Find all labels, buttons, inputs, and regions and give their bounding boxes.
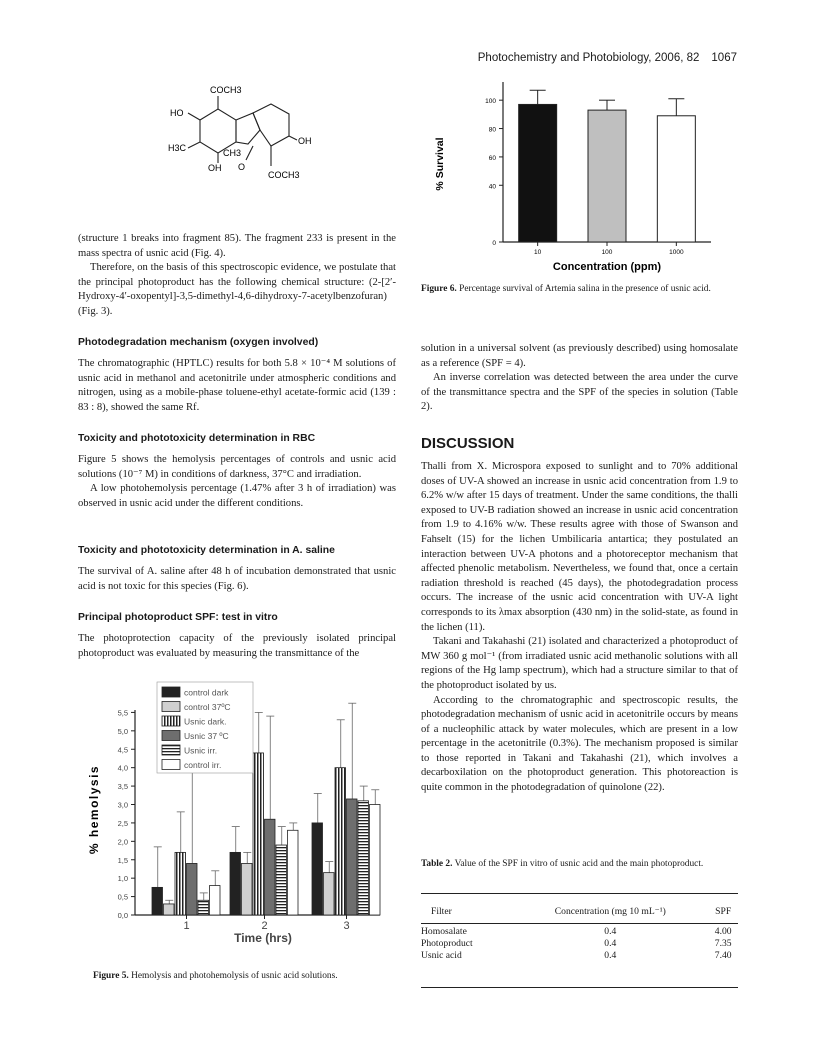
table-2 <box>421 893 738 962</box>
fig5-y-axis-label: % hemolysis <box>87 764 101 855</box>
heading-toxicity-saline: Toxicity and phototoxicity determination in A. saline <box>78 545 335 556</box>
fig5-bar <box>358 801 369 915</box>
paragraph-according: According to the chromatographic and spectroscopic results, the photodegradation mechanism of usnic acid in acetonitrile occurs by means of a nucleophilic attack by water molecules, which are present in a low percentage in the acetonitrile (0.3%). The mechanism proposed is similar to those reported in Takani and Takahashi (21), which involves a decarboxilation on the photoproduct generation. This photoreaction is quite common in the photodegradation of quinolone (22). <box>421 694 738 794</box>
paragraph-rbc-1: Figure 5 shows the hemolysis percentages of controls and usnic acid solutions (10⁻⁷ M) in conditions of darkness, 37°C and irradiation. <box>78 454 396 480</box>
figure-6-caption-text: Percentage survival of Artemia salina in the presence of usnic acid. <box>459 284 711 294</box>
fig6-y-tick-label: 0 <box>492 240 496 247</box>
table-2-caption <box>421 858 738 871</box>
figure-5-chart <box>80 676 400 956</box>
paragraph-rbc-2: A low photohemolysis percentage (1.47% after 3 h of irradiation) was observed in usnic acid under the different conditions. <box>78 483 396 509</box>
fig6-y-tick-label: 100 <box>485 98 496 106</box>
fig5-legend-swatch <box>162 731 180 741</box>
table-cell: Usnic acid <box>421 950 462 961</box>
fig6-bar <box>588 110 626 242</box>
table-row <box>421 938 738 950</box>
discussion-text <box>421 460 738 796</box>
fig5-bar <box>265 819 276 915</box>
heading-photodegradation-mechanism: Photodegradation mechanism (oxygen involved) <box>78 337 319 348</box>
table-cell: Photoproduct <box>421 938 473 949</box>
fig5-legend-swatch <box>162 687 180 697</box>
fig5-bar <box>242 863 253 915</box>
heading-discussion: DISCUSSION <box>421 435 515 452</box>
fig5-legend-label: Usnic 37 ºC <box>184 731 229 741</box>
table-header-row <box>421 894 738 924</box>
fig5-y-tick-label: 0,0 <box>117 911 128 920</box>
fig5-legend-swatch <box>162 716 180 726</box>
table-cell: 7.40 <box>714 950 732 961</box>
paragraph-thalli: Thalli from X. Microspora exposed to sunlight and to 70% additional doses of UV-A showed an increase in usnic acid concentration from 1.9 to 6.2% w/w after 15 days of treatment. Under the same conditions, the thalli exposed to UV-B radiation showed an increase in usnic acid concentration from 1.9 to 4.16% w/w. These results agree with those of Swanson and Fahselt (15) for the lichen Umbilicaria antartica; they postulated an interaction between UV-A photons and a photoreceptor mechanism that affected phenolic metabolism. Nevertheless, we found that, once a certain radiation threshold is reached (45 days), the photodegradation process occurs. The increase of the usnic acid concentration with UV-A light corresponds to its λmax absorption (430 nm) in the solid-state, as found in the lichen (11). <box>421 461 738 633</box>
fig5-bar <box>276 845 287 915</box>
fig5-y-tick-label: 2,0 <box>117 837 128 847</box>
paragraph-inverse: An inverse correlation was detected between the area under the curve of the transmittance spectra and the SPF of the species in solution (Table 2). <box>421 372 738 413</box>
table-cell: Homosalate <box>421 926 467 937</box>
fig5-bar <box>210 886 221 915</box>
fig5-bar <box>288 830 299 915</box>
struct-label-ho: HO <box>170 108 184 118</box>
fig5-y-tick-label: 4,5 <box>117 745 128 755</box>
paragraph-mechanism: The chromatographic (HPTLC) results for both 5.8 × 10⁻⁴ M solutions of usnic acid in methanol and acetonitrile under atmospheric conditions and nitrogen, using as a mobile-phase toluene-ethyl acetate-formic acid (139 : 83 : 8), showed the same Rf. <box>78 358 396 413</box>
struct-label-bottom-coch3: COCH3 <box>268 170 300 180</box>
fig5-y-tick-label: 5,5 <box>117 708 128 718</box>
table-cell: 0.4 <box>604 938 617 949</box>
struct-label-oh-right: OH <box>298 136 312 146</box>
figure-6-chart <box>421 72 741 280</box>
struct-label-h3c: H3C <box>168 143 187 153</box>
fig5-y-tick-label: 3,0 <box>117 800 128 810</box>
figure-5-caption-text: Hemolysis and photohemolysis of usnic acid solutions. <box>131 971 338 981</box>
fig5-y-tick-label: 3,5 <box>117 782 128 792</box>
paragraph-therefore: Therefore, on the basis of this spectroscopic evidence, we postulate that the principal photoproduct has the following chemical structure: (2-[2′-Hydroxy-4′-oxopentyl]-3,5-dimethyl-4,6-dihydroxy-7-acetylbenzofuran) (Fig. 3). <box>78 262 396 317</box>
fig5-legend-swatch <box>162 745 180 755</box>
table-header-spf: SPF <box>708 894 738 924</box>
struct-label-top-coch3: COCH3 <box>210 85 242 95</box>
fig5-bar <box>187 863 198 915</box>
fig6-y-tick-label: 60 <box>488 154 496 162</box>
table-cell: 7.35 <box>714 938 732 949</box>
table-row <box>421 924 738 939</box>
heading-photoproduct-spf: Principal photoproduct SPF: test in vitro <box>78 612 278 623</box>
struct-label-oh-left: OH <box>208 163 222 173</box>
fig5-bar <box>198 900 209 915</box>
fig5-x-tick-label: 3 <box>343 920 350 932</box>
figure-6-label: Figure 6. <box>421 284 457 294</box>
paragraph-takani: Takani and Takahashi (21) isolated and characterized a photoproduct of MW 360 g mol⁻¹ (from irradiated usnic acid methanolic solutions with all regions of the Hg lamp spectrum), which had a structure similar to that of the photoproduct isolated by us. <box>421 636 738 691</box>
fig5-bar <box>347 799 358 915</box>
fig6-x-tick-label: 1000 <box>669 249 684 256</box>
fig5-x-tick-label: 1 <box>183 920 190 932</box>
fig6-x-tick-label: 100 <box>601 249 613 256</box>
fig6-bar <box>519 104 557 242</box>
table-header-filter: Filter <box>421 894 512 924</box>
fig5-bar <box>370 805 381 916</box>
fig6-bar <box>657 116 695 242</box>
section-rbc-text <box>78 453 396 511</box>
journal-citation: Photochemistry and Photobiology, 2006, 82 <box>477 52 700 64</box>
table-2-caption-text: Value of the SPF in vitro of usnic acid and the main photoproduct. <box>454 859 704 869</box>
struct-label-o: O <box>238 162 246 172</box>
fig5-y-tick-label: 1,5 <box>117 855 128 865</box>
fig5-y-tick-label: 4,0 <box>117 763 128 773</box>
table-bottom-rule <box>421 987 738 988</box>
chemical-structure <box>160 78 320 198</box>
fig5-legend-label: Usnic dark. <box>184 716 227 727</box>
paragraph-solution: solution in a universal solvent (as previously described) using homosalate as a reference (SPF = 4). <box>421 343 738 369</box>
fig5-bar <box>230 852 241 915</box>
fig5-legend <box>157 682 253 773</box>
fig5-legend-label: control dark <box>184 687 229 698</box>
table-row <box>421 950 738 962</box>
paragraph-continuation: (structure 1 breaks into fragment 85). The fragment 233 is present in the mass spectra of usnic acid (Fig. 4). <box>78 233 396 259</box>
struct-label-ch3: CH3 <box>223 148 242 158</box>
fig5-bar <box>253 753 264 915</box>
fig5-x-tick-label: 2 <box>261 920 268 932</box>
fig5-bar <box>152 887 163 915</box>
table-cell: 4.00 <box>714 926 732 937</box>
paragraph-spf: The photoprotection capacity of the previously isolated principal photoproduct was evaluated by measuring the transmittance of the <box>78 633 396 659</box>
page-number: 1067 <box>711 52 737 64</box>
figure-5-caption <box>93 970 413 983</box>
fig6-x-axis-label: Concentration (ppm) <box>552 261 662 273</box>
fig5-y-tick-label: 0,5 <box>117 892 128 902</box>
fig5-legend-label: control 37ºC <box>184 702 231 712</box>
paragraph-saline: The survival of A. saline after 48 h of incubation demonstrated that usnic acid is not toxic for this species (Fig. 6). <box>78 566 396 592</box>
fig5-bar <box>324 873 335 915</box>
fig5-y-tick-label: 5,0 <box>117 726 128 736</box>
table-header-concentration: Concentration (mg 10 mL⁻¹) <box>512 894 708 924</box>
table-cell: 0.4 <box>604 950 617 961</box>
heading-toxicity-rbc: Toxicity and phototoxicity determination in RBC <box>78 433 316 444</box>
fig6-y-axis-label: % Survival <box>434 137 446 191</box>
table-2-label: Table 2. <box>421 859 453 869</box>
fig5-legend-label: control irr. <box>184 760 222 770</box>
figure-6-caption <box>421 283 738 296</box>
fig5-legend-swatch <box>162 760 180 770</box>
figure-5-label: Figure 5. <box>93 971 129 981</box>
running-header <box>478 52 737 64</box>
left-column-top-text <box>78 232 396 320</box>
fig5-legend-label: Usnic irr. <box>184 745 218 756</box>
fig5-y-tick-label: 2,5 <box>117 818 128 828</box>
right-column-top-text <box>421 342 738 415</box>
fig5-legend-swatch <box>162 702 180 712</box>
fig5-bar <box>335 768 346 915</box>
fig6-y-tick-label: 80 <box>488 126 496 134</box>
fig6-x-tick-label: 10 <box>534 249 542 256</box>
fig5-bar <box>164 904 175 915</box>
fig5-y-tick-label: 1,0 <box>117 874 128 884</box>
fig5-x-axis-label: Time (hrs) <box>234 931 292 945</box>
fig5-bar <box>312 823 323 915</box>
fig5-bar <box>175 852 186 915</box>
table-cell: 0.4 <box>604 926 617 937</box>
fig6-y-tick-label: 40 <box>488 183 496 191</box>
